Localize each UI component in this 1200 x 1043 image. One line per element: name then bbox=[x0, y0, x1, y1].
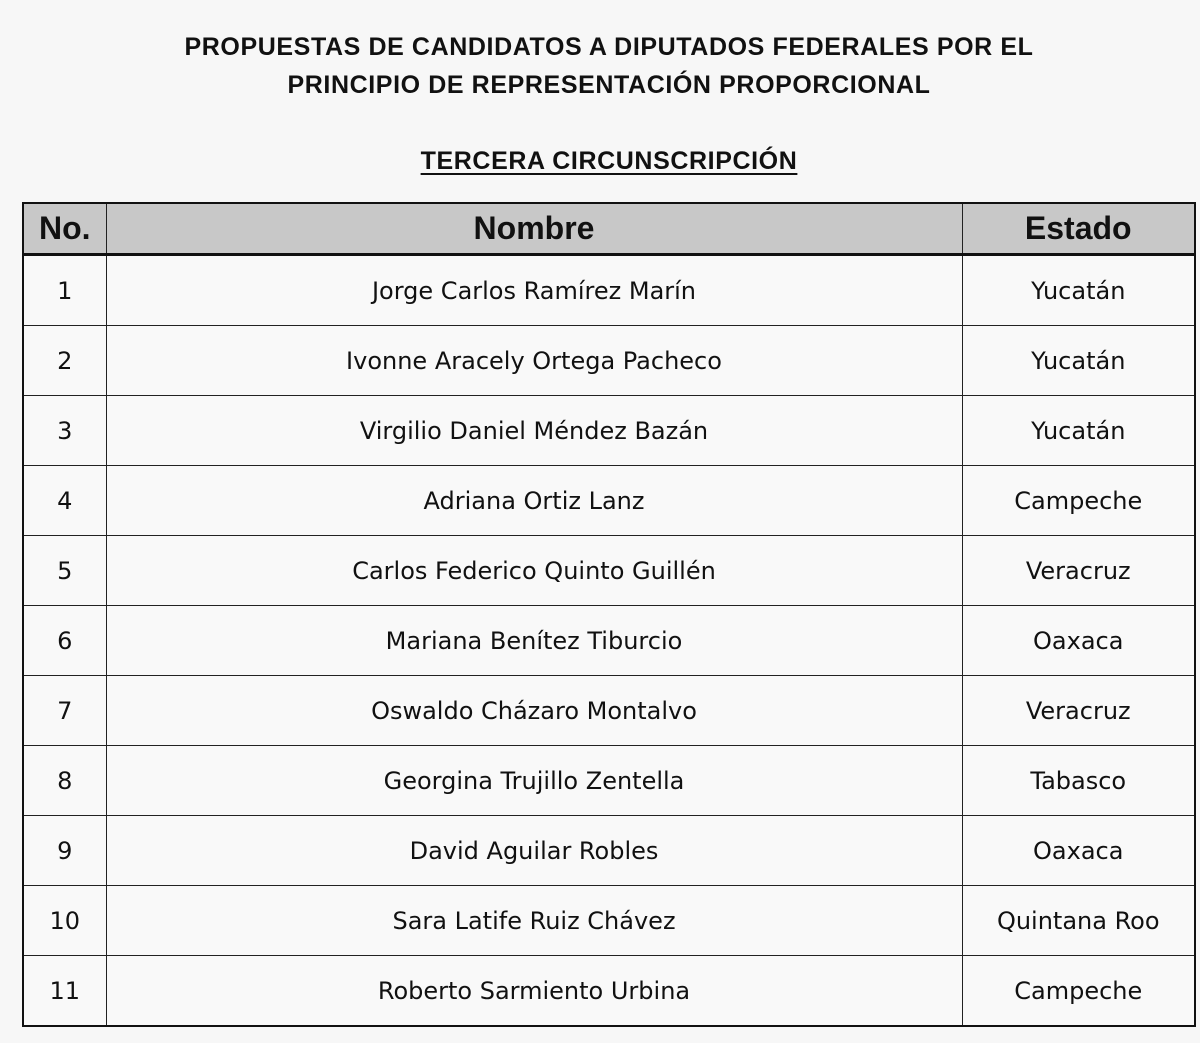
document-title-line-1: PROPUESTAS DE CANDIDATOS A DIPUTADOS FEDERALES POR EL bbox=[184, 33, 1034, 61]
cell-estado: Yucatán bbox=[962, 396, 1195, 466]
table-row bbox=[23, 396, 1195, 466]
table-body bbox=[23, 255, 1195, 1027]
table-row bbox=[23, 816, 1195, 886]
cell-no: 7 bbox=[23, 676, 106, 746]
cell-no: 3 bbox=[23, 396, 106, 466]
cell-nombre: Jorge Carlos Ramírez Marín bbox=[106, 255, 962, 326]
candidates-table bbox=[22, 202, 1196, 1027]
cell-no: 8 bbox=[23, 746, 106, 816]
table-row bbox=[23, 956, 1195, 1027]
cell-nombre: Oswaldo Cházaro Montalvo bbox=[106, 676, 962, 746]
cell-no: 2 bbox=[23, 326, 106, 396]
cell-estado: Yucatán bbox=[962, 326, 1195, 396]
table-row bbox=[23, 255, 1195, 326]
cell-nombre: Mariana Benítez Tiburcio bbox=[106, 606, 962, 676]
cell-estado: Veracruz bbox=[962, 536, 1195, 606]
cell-no: 1 bbox=[23, 255, 106, 326]
cell-no: 10 bbox=[23, 886, 106, 956]
cell-nombre: Roberto Sarmiento Urbina bbox=[106, 956, 962, 1027]
document-title bbox=[0, 28, 1200, 104]
cell-estado: Oaxaca bbox=[962, 606, 1195, 676]
cell-nombre: Sara Latife Ruiz Chávez bbox=[106, 886, 962, 956]
cell-no: 11 bbox=[23, 956, 106, 1027]
cell-no: 9 bbox=[23, 816, 106, 886]
cell-estado: Veracruz bbox=[962, 676, 1195, 746]
cell-estado: Tabasco bbox=[962, 746, 1195, 816]
cell-no: 5 bbox=[23, 536, 106, 606]
table-header-row bbox=[23, 203, 1195, 255]
table-row bbox=[23, 676, 1195, 746]
table-header bbox=[23, 203, 1195, 255]
table-row bbox=[23, 886, 1195, 956]
document-subtitle bbox=[0, 144, 1200, 178]
cell-estado: Oaxaca bbox=[962, 816, 1195, 886]
cell-estado: Campeche bbox=[962, 466, 1195, 536]
table-row bbox=[23, 746, 1195, 816]
table-row bbox=[23, 606, 1195, 676]
cell-nombre: Adriana Ortiz Lanz bbox=[106, 466, 962, 536]
header-nombre: Nombre bbox=[106, 203, 962, 255]
cell-nombre: Georgina Trujillo Zentella bbox=[106, 746, 962, 816]
table-row bbox=[23, 536, 1195, 606]
cell-no: 6 bbox=[23, 606, 106, 676]
header-estado: Estado bbox=[962, 203, 1195, 255]
cell-nombre: Ivonne Aracely Ortega Pacheco bbox=[106, 326, 962, 396]
cell-estado: Quintana Roo bbox=[962, 886, 1195, 956]
table-row bbox=[23, 326, 1195, 396]
cell-nombre: David Aguilar Robles bbox=[106, 816, 962, 886]
cell-estado: Campeche bbox=[962, 956, 1195, 1027]
cell-no: 4 bbox=[23, 466, 106, 536]
cell-nombre: Carlos Federico Quinto Guillén bbox=[106, 536, 962, 606]
cell-estado: Yucatán bbox=[962, 255, 1195, 326]
cell-nombre: Virgilio Daniel Méndez Bazán bbox=[106, 396, 962, 466]
subtitle-text: TERCERA CIRCUNSCRIPCIÓN bbox=[420, 147, 798, 175]
header-no: No. bbox=[23, 203, 106, 255]
document-title-line-2: PRINCIPIO DE REPRESENTACIÓN PROPORCIONAL bbox=[287, 71, 931, 99]
table-row bbox=[23, 466, 1195, 536]
